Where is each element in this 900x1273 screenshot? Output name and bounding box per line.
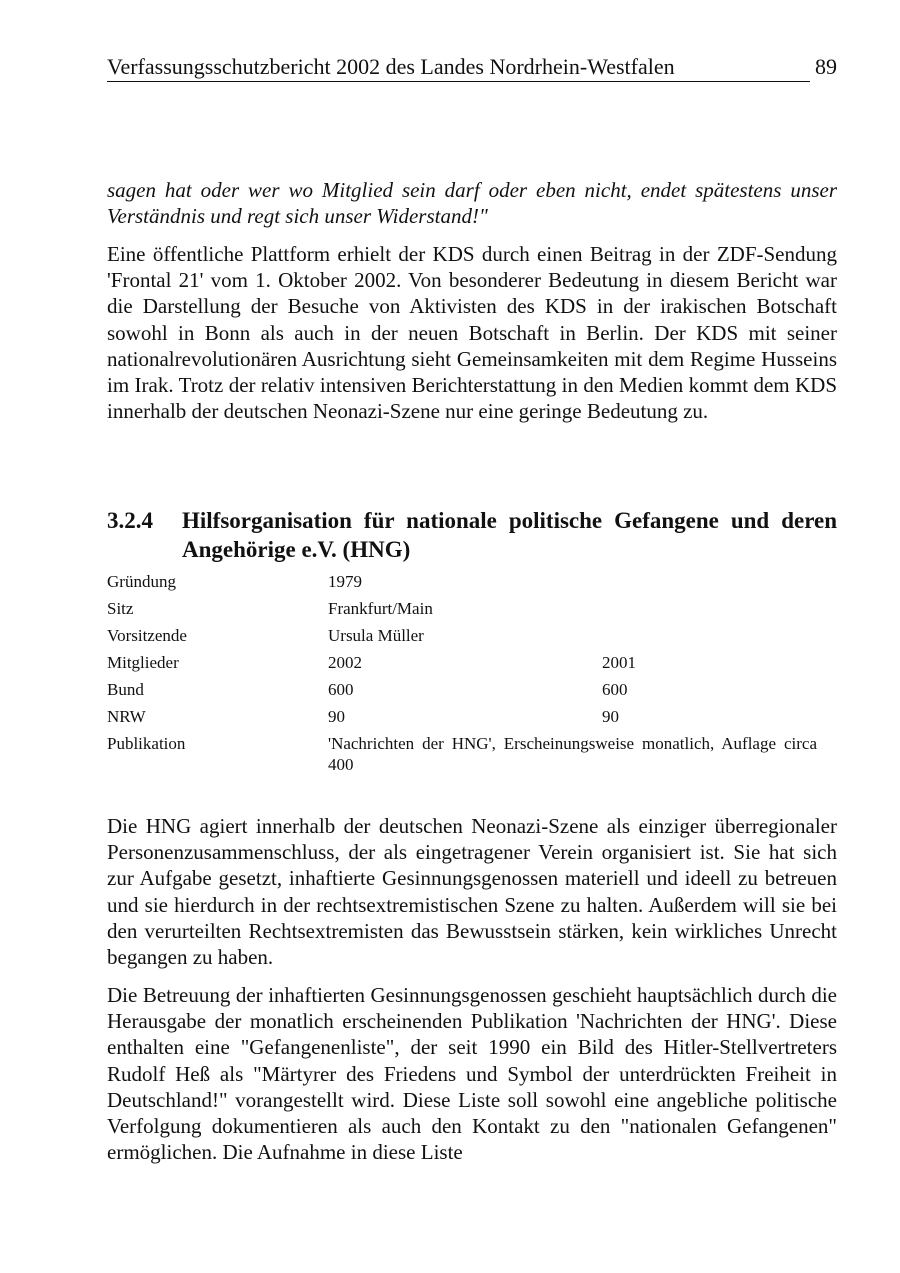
fact-label: Vorsitzende [107,626,187,645]
fact-label: Mitglieder [107,653,179,672]
fact-label: Bund [107,680,144,699]
fact-row-vorsitzende [107,625,837,652]
fact-row-nrw [107,706,837,733]
paragraph-hng-2: Die Betreuung der inhaftierten Gesinnungsgenossen geschieht hauptsächlich durch die Herausgabe der monatlich erscheinenden Publikation 'Nachrichten der HNG'. Diese enthalten eine "Gefangenenliste", der seit 1990 ein Bild des Hitler-Stellvertreters Rudolf Heß als "Märtyrer des Friedens und Symbol der unterdrückten Freiheit in Deutschland!" vorangestellt wird. Diese Liste soll sowohl eine angebliche politische Verfolgung dokumentieren als auch den Kontakt zu den "nationalen Gefangenen" ermöglichen. Die Aufnahme in diese Liste [107,983,837,1165]
fact-row-sitz [107,598,837,625]
fact-label: Gründung [107,572,176,591]
fact-label: Sitz [107,599,134,618]
fact-year-2001: 2001 [602,653,636,672]
fact-label: NRW [107,707,146,726]
fact-row-publikation [107,733,837,778]
quote-continuation: sagen hat oder wer wo Mitglied sein darf oder eben nicht, endet spätestens unser Verständnis und regt sich unser Widerstand!" [107,178,837,229]
fact-value: 'Nachrichten der HNG', Erscheinungsweise monatlich, Auflage circa 400 [328,734,817,774]
page-number: 89 [815,54,837,79]
fact-value: 600 [328,680,354,699]
fact-value: 90 [328,707,345,726]
fact-year-2002: 2002 [328,653,362,672]
paragraph-kds: Eine öffentliche Plattform erhielt der KDS durch einen Beitrag in der ZDF-Sendung 'Frontal 21' vom 1. Oktober 2002. Von besonderer Bedeutung in diesem Bericht war die Darstellung der Besuche von Aktivisten des KDS in der irakischen Botschaft sowohl in Bonn als auch in der neuen Botschaft in Berlin. Der KDS mit seiner nationalrevolutionären Ausrichtung sieht Gemeinsamkeiten mit dem Regime Husseins im Irak. Trotz der relativ intensiven Berichterstattung in den Medien kommt dem KDS innerhalb der deutschen Neonazi-Szene nur eine geringe Bedeutung zu. [107,242,837,424]
fact-value: Ursula Müller [328,626,424,645]
section-title: Hilfsorganisation für nationale politische Gefangene und deren Angehörige e.V. (HNG) [182,508,837,562]
fact-row-mitglieder [107,652,837,679]
fact-row-gruendung [107,571,837,598]
fact-value: Frankfurt/Main [328,599,433,618]
fact-row-bund [107,679,837,706]
fact-value: 1979 [328,572,362,591]
fact-value: 90 [602,707,619,726]
running-header [107,54,837,84]
fact-label: Publikation [107,734,186,753]
section-number: 3.2.4 [107,508,153,533]
paragraph-hng-1: Die HNG agiert innerhalb der deutschen Neonazi-Szene als einziger überregionaler Personenzusammenschluss, der als eingetragener Verein organisiert ist. Sie hat sich zur Aufgabe gesetzt, inhaftierte Gesinnungsgenossen materiell und ideell zu betreuen und sie hierdurch in der rechtsextremistischen Szene zu halten. Außerdem will sie bei den verurteilten Rechtsextremisten das Bewusstsein stärken, kein wirkliches Unrecht begangen zu haben. [107,814,837,970]
header-title: Verfassungsschutzbericht 2002 des Landes Nordrhein-Westfalen [107,54,675,79]
fact-table [107,571,837,778]
header-rule [107,81,810,82]
fact-value: 600 [602,680,628,699]
